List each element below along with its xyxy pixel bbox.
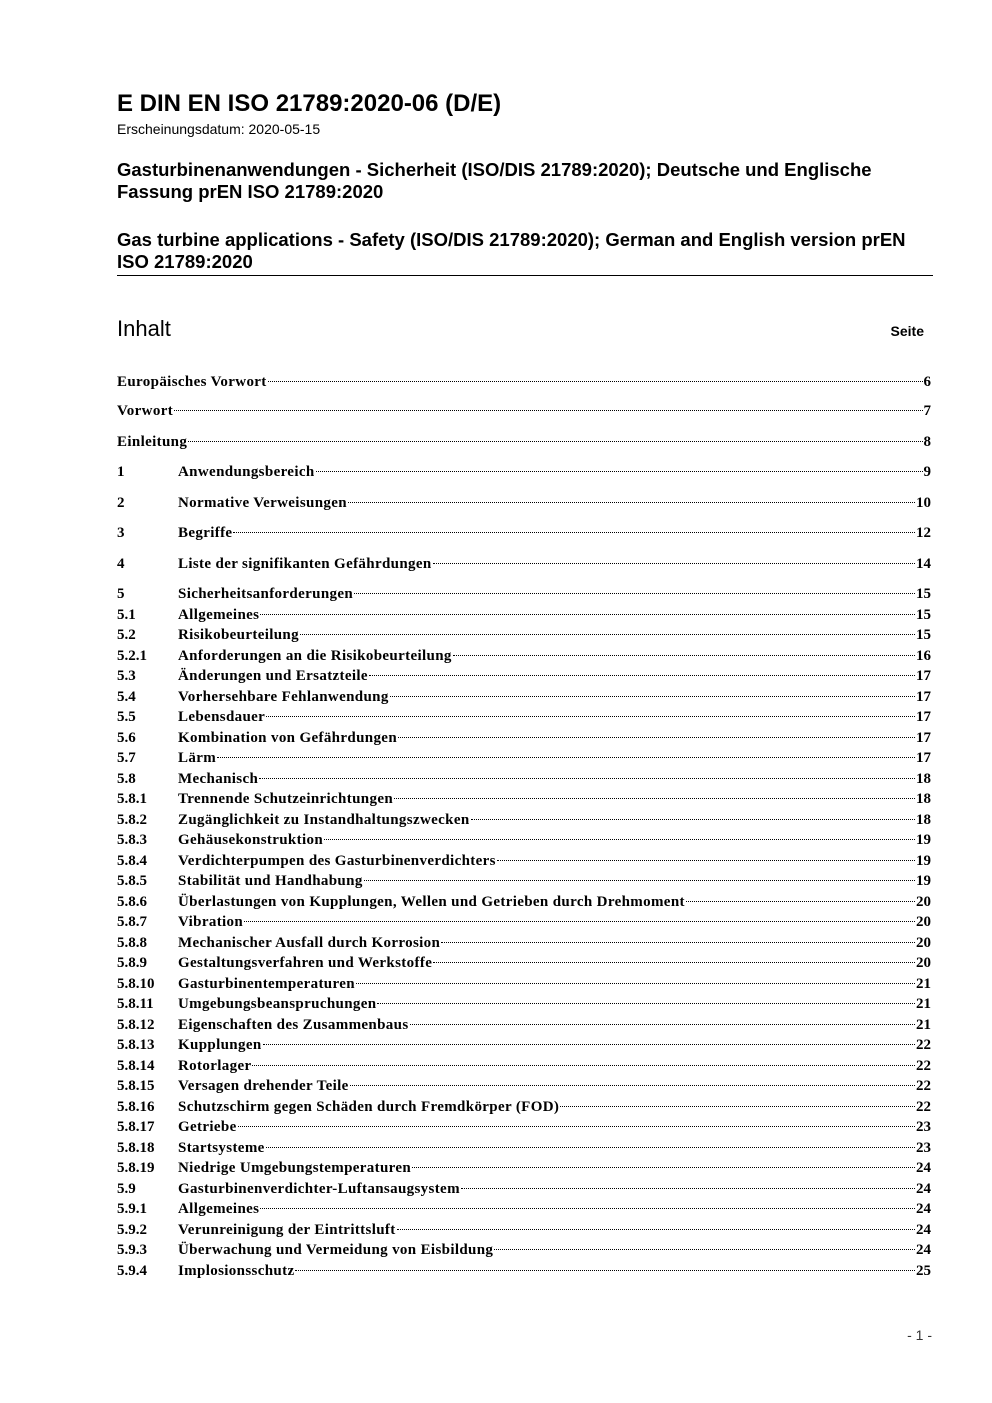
toc-entry[interactable]	[117, 687, 931, 707]
toc-entry[interactable]	[117, 1015, 931, 1035]
page-number: - 1 -	[907, 1327, 932, 1343]
toc-entry-title: Gestaltungsverfahren und Werkstoffe	[178, 955, 433, 971]
toc-entry[interactable]	[117, 625, 931, 645]
toc-entry-number: 5.8.12	[117, 1016, 155, 1033]
toc-entry-number: 5.8.18	[117, 1139, 155, 1156]
toc-entry[interactable]	[117, 830, 931, 850]
toc-entry-number: 5.1	[117, 606, 136, 623]
toc-entry-page: 19	[916, 873, 931, 889]
toc-entry-page: 14	[916, 556, 931, 572]
toc-entry[interactable]	[117, 493, 931, 513]
toc-leader-dots	[433, 562, 915, 564]
toc-entry-number: 5.8.14	[117, 1057, 155, 1074]
toc-entry-page: 17	[916, 729, 931, 746]
toc-entry[interactable]	[117, 994, 931, 1014]
toc-entry-title: Zugänglichkeit zu Instandhaltungszwecken	[178, 811, 470, 828]
toc-entry-page: 7	[923, 403, 931, 419]
toc-entry[interactable]	[117, 432, 931, 452]
toc-entry[interactable]	[117, 789, 931, 809]
toc-entry[interactable]	[117, 1056, 931, 1076]
toc-leader-dots	[433, 961, 915, 963]
toc-entry-number: 5.3	[117, 668, 136, 684]
toc-leader-dots	[263, 1043, 915, 1045]
toc-leader-dots	[260, 1207, 915, 1209]
toc-entry[interactable]	[117, 1240, 931, 1260]
toc-entry-title: Anwendungsbereich	[178, 464, 315, 480]
toc-entry[interactable]	[117, 1261, 931, 1281]
toc-leader-dots	[233, 531, 915, 533]
toc-entry-title: Niedrige Umgebungstemperaturen	[178, 1160, 412, 1176]
title-english: Gas turbine applications - Safety (ISO/DIS 21789:2020); German and English version prEN ISO 21789:2020	[117, 229, 906, 272]
toc-entry-page: 15	[916, 586, 931, 602]
toc-entry-title: Umgebungsbeanspruchungen	[178, 996, 377, 1012]
toc-entry-number: 5	[117, 586, 125, 602]
toc-leader-dots	[397, 1228, 915, 1230]
toc-leader-dots	[252, 1064, 915, 1066]
toc-entry[interactable]	[117, 666, 931, 686]
toc-page-column-label: Seite	[890, 323, 924, 339]
toc-entry-title: Kombination von Gefährdungen	[178, 729, 398, 746]
toc-leader-dots	[369, 674, 915, 676]
toc-entry-page: 20	[916, 955, 931, 971]
toc-entry-number: 3	[117, 525, 125, 541]
toc-entry-title: Gehäusekonstruktion	[178, 832, 324, 848]
toc-leader-dots	[350, 1084, 915, 1086]
toc-entry-title: Änderungen und Ersatzteile	[178, 668, 368, 684]
toc-leader-dots	[354, 592, 915, 594]
toc-entry-number: 5.8	[117, 770, 136, 787]
toc-leader-dots	[300, 633, 915, 635]
toc-entry[interactable]	[117, 1179, 931, 1199]
toc-entry-page: 10	[916, 495, 931, 511]
toc-entry-title: Einleitung	[117, 434, 188, 450]
toc-entry-number: 5.8.16	[117, 1098, 155, 1115]
toc-entry[interactable]	[117, 748, 931, 768]
toc-entry[interactable]	[117, 769, 931, 789]
toc-leader-dots	[377, 1002, 915, 1004]
toc-leader-dots	[295, 1269, 915, 1271]
toc-entry-number: 5.8.6	[117, 893, 147, 910]
toc-entry[interactable]	[117, 1158, 931, 1178]
toc-entry[interactable]	[117, 728, 931, 748]
toc-entry-number: 5.8.13	[117, 1037, 155, 1053]
toc-entry-title: Stabilität und Handhabung	[178, 873, 363, 889]
toc-entry-number: 5.7	[117, 750, 136, 766]
toc-entry[interactable]	[117, 953, 931, 973]
toc-leader-dots	[217, 756, 915, 758]
toc-entry[interactable]	[117, 554, 931, 574]
toc-entry-page: 9	[923, 464, 931, 480]
toc-entry-page: 20	[916, 934, 931, 951]
toc-entry-title: Vorwort	[117, 403, 174, 419]
toc-entry-number: 5.9.4	[117, 1262, 147, 1279]
toc-entry-number: 5.2.1	[117, 647, 147, 664]
toc-entry-title: Gasturbinentemperaturen	[178, 975, 355, 992]
toc-leader-dots	[390, 695, 915, 697]
toc-entry-number: 5.8.9	[117, 955, 147, 971]
toc-entry-title: Startsysteme	[178, 1139, 265, 1156]
toc-leader-dots	[324, 838, 915, 840]
toc-entry-number: 5.2	[117, 627, 136, 643]
toc-entry[interactable]	[117, 912, 931, 932]
toc-entry-title: Eigenschaften des Zusammenbaus	[178, 1016, 409, 1033]
toc-entry[interactable]	[117, 584, 931, 604]
toc-entry[interactable]	[117, 1076, 931, 1096]
toc-leader-dots	[259, 777, 915, 779]
toc-entry[interactable]	[117, 810, 931, 830]
toc-entry-page: 22	[916, 1037, 931, 1053]
toc-entry-title: Vorhersehbare Fehlanwendung	[178, 688, 389, 705]
toc-entry[interactable]	[117, 1138, 931, 1158]
toc-entry-title: Europäisches Vorwort	[117, 374, 267, 390]
toc-entry-page: 22	[916, 1098, 931, 1115]
toc-entry-page: 21	[916, 996, 931, 1012]
toc-entry-title: Lärm	[178, 750, 217, 766]
toc-entry-title: Liste der signifikanten Gefährdungen	[178, 556, 432, 572]
publication-date: Erscheinungsdatum: 2020-05-15	[117, 121, 321, 137]
toc-entry-page: 17	[916, 688, 931, 705]
toc-entry-page: 22	[916, 1057, 931, 1074]
toc-entry-title: Gasturbinenverdichter-Luftansaugsystem	[178, 1180, 460, 1197]
toc-entry-page: 24	[916, 1242, 931, 1258]
toc-leader-dots	[238, 1125, 915, 1127]
toc-entry-title: Sicherheitsanforderungen	[178, 586, 354, 602]
toc-entry-page: 6	[923, 374, 931, 390]
toc-leader-dots	[316, 470, 923, 472]
toc-entry-title: Verdichterpumpen des Gasturbinenverdichters	[178, 852, 496, 869]
toc-entry-number: 5.8.11	[117, 996, 154, 1012]
toc-entry-number: 5.8.5	[117, 873, 147, 889]
toc-entry-page: 17	[916, 750, 931, 766]
toc-leader-dots	[364, 879, 915, 881]
toc-entry[interactable]	[117, 523, 931, 543]
toc-entry-title: Begriffe	[178, 525, 233, 541]
toc-entry-title: Allgemeines	[178, 1201, 260, 1217]
toc-leader-dots	[348, 501, 915, 503]
toc-leader-dots	[266, 715, 915, 717]
toc-leader-dots	[266, 1146, 915, 1148]
toc-entry-page: 24	[916, 1180, 931, 1197]
toc-entry-number: 5.5	[117, 709, 136, 725]
toc-leader-dots	[494, 1248, 915, 1250]
toc-entry[interactable]	[117, 401, 931, 421]
toc-entry[interactable]	[117, 372, 931, 392]
toc-entry-title: Mechanisch	[178, 770, 259, 787]
title-divider	[117, 275, 933, 276]
toc-entry[interactable]	[117, 707, 931, 727]
toc-entry-page: 23	[916, 1139, 931, 1156]
toc-entry-page: 15	[916, 606, 931, 623]
toc-entry-page: 8	[923, 434, 931, 450]
toc-entry-title: Mechanischer Ausfall durch Korrosion	[178, 934, 441, 951]
toc-entry-page: 22	[916, 1078, 931, 1094]
toc-entry-number: 4	[117, 556, 125, 572]
toc-entry[interactable]	[117, 1199, 931, 1219]
toc-entry-number: 5.6	[117, 729, 136, 746]
toc-entry-number: 5.8.4	[117, 852, 147, 869]
toc-entry[interactable]	[117, 933, 931, 953]
toc-entry-number: 5.8.7	[117, 914, 147, 930]
toc-entry[interactable]	[117, 892, 931, 912]
toc-entry-page: 18	[916, 811, 931, 828]
toc-entry-page: 17	[916, 668, 931, 684]
toc-entry-title: Normative Verweisungen	[178, 495, 347, 511]
toc-entry-page: 18	[916, 791, 931, 807]
document-id: E DIN EN ISO 21789:2020-06 (D/E)	[117, 90, 502, 117]
toc-leader-dots	[356, 982, 915, 984]
toc-entry[interactable]	[117, 646, 931, 666]
toc-entry-title: Verunreinigung der Eintrittsluft	[178, 1221, 396, 1238]
toc-leader-dots	[453, 654, 915, 656]
toc-leader-dots	[497, 859, 915, 861]
toc-entry-page: 24	[916, 1160, 931, 1176]
toc-leader-dots	[461, 1187, 915, 1189]
toc-entry-title: Kupplungen	[178, 1037, 262, 1053]
toc-leader-dots	[686, 900, 915, 902]
toc-entry[interactable]	[117, 1117, 931, 1137]
toc-leader-dots	[412, 1166, 915, 1168]
toc-entry-number: 5.8.17	[117, 1119, 155, 1135]
toc-entry[interactable]	[117, 1097, 931, 1117]
toc-leader-dots	[441, 941, 915, 943]
toc-leader-dots	[471, 818, 915, 820]
toc-entry-title: Trennende Schutzeinrichtungen	[178, 791, 394, 807]
toc-entry-number: 5.8.2	[117, 811, 147, 828]
toc-entry-title: Lebensdauer	[178, 709, 266, 725]
toc-entry-number: 5.4	[117, 688, 136, 705]
toc-entry-page: 23	[916, 1119, 931, 1135]
toc-entry-page: 12	[916, 525, 931, 541]
toc-leader-dots	[260, 613, 915, 615]
toc-entry-number: 1	[117, 464, 125, 480]
toc-entry[interactable]	[117, 974, 931, 994]
toc-leader-dots	[394, 797, 915, 799]
toc-entry-title: Getriebe	[178, 1119, 237, 1135]
toc-entry-title: Schutzschirm gegen Schäden durch Fremdkörper (FOD)	[178, 1098, 560, 1115]
toc-entry-number: 5.9	[117, 1180, 136, 1197]
toc-leader-dots	[268, 380, 923, 382]
toc-heading: Inhalt	[117, 316, 171, 341]
toc-entry-page: 21	[916, 1016, 931, 1033]
toc-entry-title: Allgemeines	[178, 606, 260, 623]
toc-entry[interactable]	[117, 851, 931, 871]
toc-entry-number: 5.9.2	[117, 1221, 147, 1238]
toc-entry-number: 5.8.3	[117, 832, 147, 848]
toc-leader-dots	[244, 920, 915, 922]
toc-entry-page: 16	[916, 647, 931, 664]
toc-leader-dots	[174, 409, 922, 411]
toc-entry[interactable]	[117, 462, 931, 482]
toc-entry[interactable]	[117, 1220, 931, 1240]
toc-entry-page: 19	[916, 832, 931, 848]
toc-entry-number: 5.8.8	[117, 934, 147, 951]
toc-leader-dots	[410, 1023, 915, 1025]
toc-entry-page: 21	[916, 975, 931, 992]
toc-entry-number: 5.9.3	[117, 1242, 147, 1258]
toc-entry-number: 5.8.1	[117, 791, 147, 807]
toc-entry-page: 24	[916, 1201, 931, 1217]
toc-entry-title: Anforderungen an die Risikobeurteilung	[178, 647, 452, 664]
toc-entry-number: 2	[117, 495, 125, 511]
toc-leader-dots	[188, 440, 922, 442]
toc-entry[interactable]	[117, 871, 931, 891]
title-german: Gasturbinenanwendungen - Sicherheit (ISO/DIS 21789:2020); Deutsche und Englische Fassung prEN ISO 21789:2020	[117, 159, 872, 202]
toc-entry-number: 5.8.10	[117, 975, 155, 992]
toc-entry-page: 24	[916, 1221, 931, 1238]
toc-entry-page: 18	[916, 770, 931, 787]
toc-entry-page: 20	[916, 914, 931, 930]
toc-entry-page: 17	[916, 709, 931, 725]
toc-entry-page: 20	[916, 893, 931, 910]
toc-entry[interactable]	[117, 605, 931, 625]
toc-entry-title: Risikobeurteilung	[178, 627, 299, 643]
toc-entry-title: Überlastungen von Kupplungen, Wellen und Getrieben durch Drehmoment	[178, 893, 685, 910]
toc-entry-title: Überwachung und Vermeidung von Eisbildung	[178, 1242, 494, 1258]
toc-entry-title: Implosionsschutz	[178, 1262, 295, 1279]
toc-entry-title: Rotorlager	[178, 1057, 252, 1074]
toc-entry-number: 5.8.19	[117, 1160, 155, 1176]
toc-entry-title: Versagen drehender Teile	[178, 1078, 349, 1094]
toc-entry[interactable]	[117, 1035, 931, 1055]
toc-entry-page: 25	[916, 1262, 931, 1279]
toc-leader-dots	[560, 1105, 915, 1107]
toc-entry-title: Vibration	[178, 914, 244, 930]
toc-leader-dots	[398, 736, 915, 738]
toc-entry-number: 5.8.15	[117, 1078, 155, 1094]
toc-entry-page: 15	[916, 627, 931, 643]
toc-entry-page: 19	[916, 852, 931, 869]
toc-entry-number: 5.9.1	[117, 1201, 147, 1217]
